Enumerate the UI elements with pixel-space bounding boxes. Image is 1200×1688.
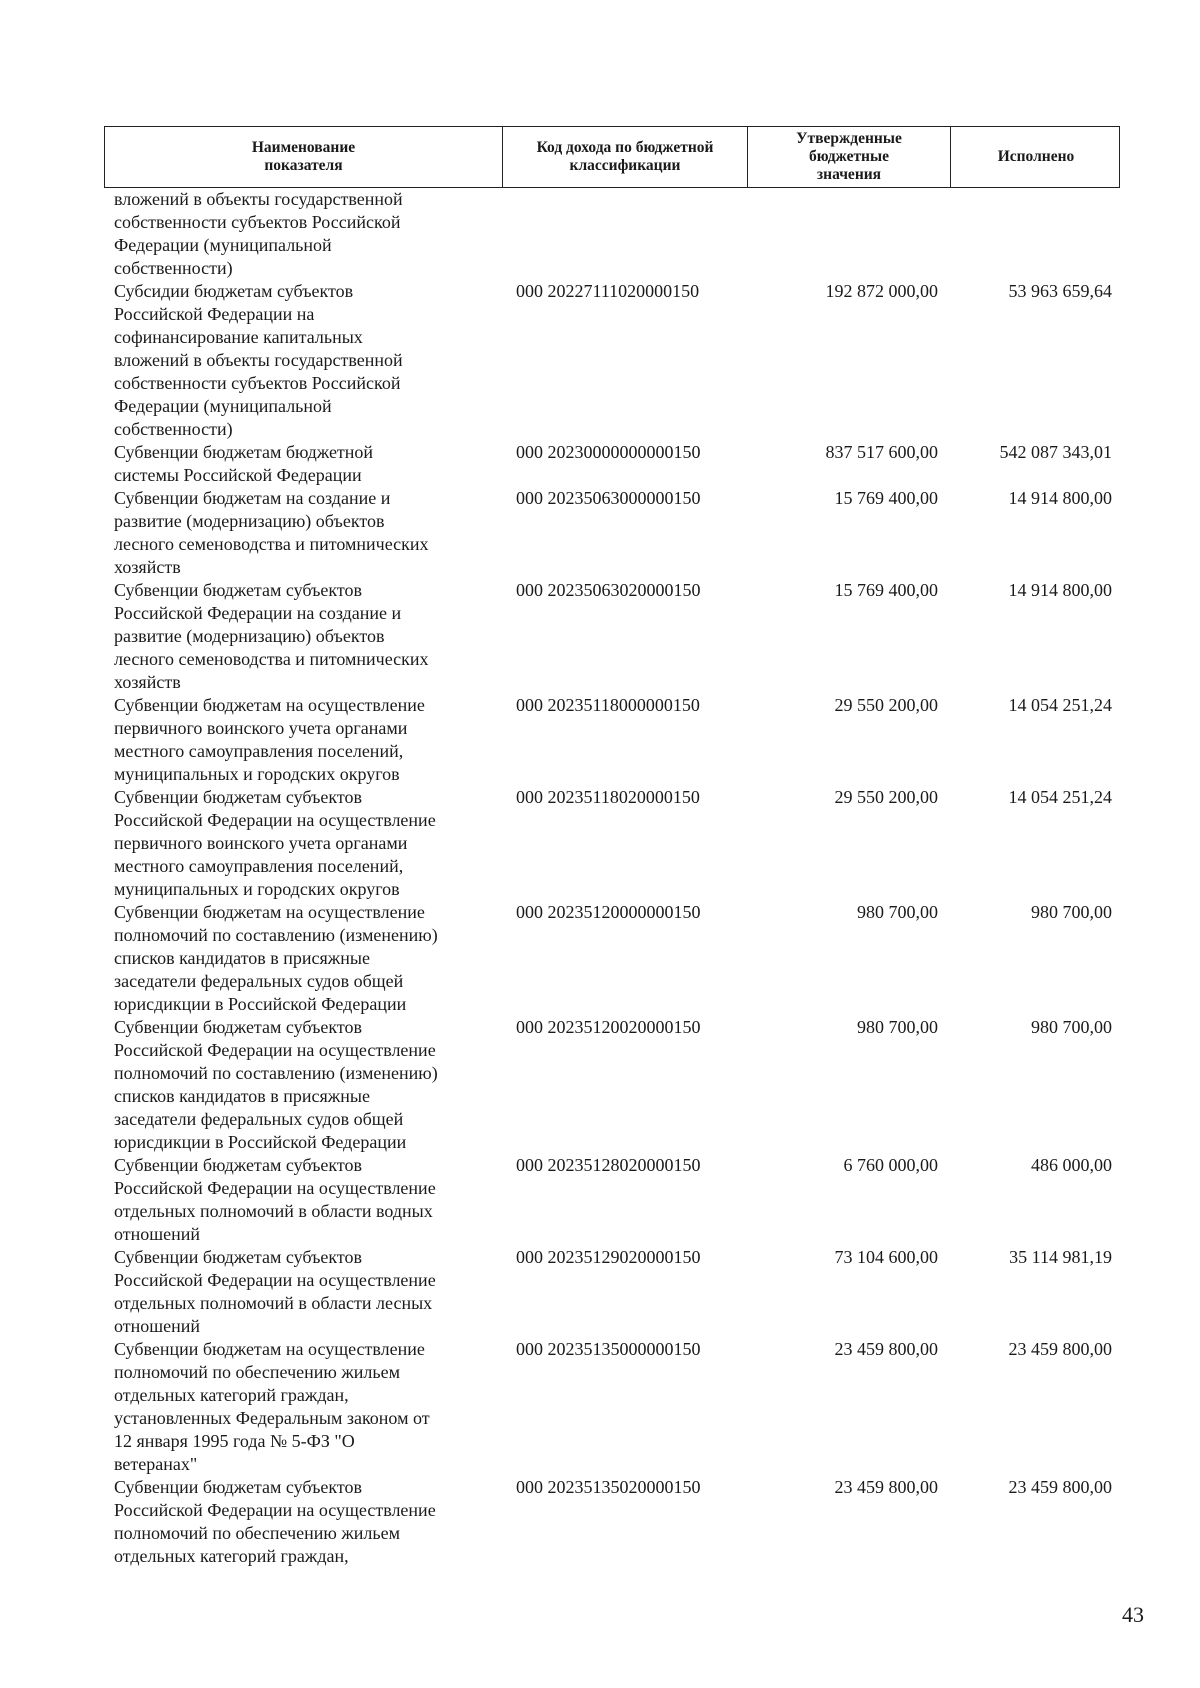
row-code: 000 20227111020000150 (516, 281, 700, 301)
row-name: Субвенции бюджетам субъектов Российской Федерации на осуществление полномочий по обеспечению жильем отдельных категорий граждан, (114, 1477, 436, 1566)
row-approved: 837 517 600,00 (825, 442, 938, 462)
table-row (104, 786, 1120, 901)
row-code: 000 20235128020000150 (516, 1155, 701, 1175)
row-name: Субвенции бюджетам субъектов Российской Федерации на осуществление полномочий по составлению (изменению) списков кандидатов в присяжные заседатели федеральных судов общей юрисдикции в Российской Федерации (114, 1017, 438, 1152)
row-code: 000 20235135020000150 (516, 1477, 701, 1497)
table-row (104, 441, 1120, 487)
row-name: Субвенции бюджетам субъектов Российской Федерации на осуществление первичного воинского учета органами местного самоуправления поселений, муниципальных и городских округов (114, 787, 436, 899)
row-approved: 23 459 800,00 (834, 1339, 938, 1359)
row-approved: 980 700,00 (857, 902, 938, 922)
row-done: 23 459 800,00 (1008, 1477, 1112, 1497)
row-name: Субвенции бюджетам на осуществление первичного воинского учета органами местного самоуправления поселений, муниципальных и городских округов (114, 695, 425, 784)
row-name: Субвенции бюджетам субъектов Российской Федерации на создание и развитие (модернизацию) объектов лесного семеноводства и питомнических хозяйств (114, 580, 429, 692)
table-row (104, 1338, 1120, 1476)
row-name: Субвенции бюджетам субъектов Российской Федерации на осуществление отдельных полномочий в области водных отношений (114, 1155, 436, 1244)
row-approved: 23 459 800,00 (834, 1477, 938, 1497)
row-approved: 15 769 400,00 (834, 580, 938, 600)
table-row (104, 694, 1120, 786)
row-done: 980 700,00 (1031, 1017, 1112, 1037)
row-code: 000 20235135000000150 (516, 1339, 701, 1359)
table-body (104, 188, 1120, 1568)
row-approved: 73 104 600,00 (834, 1247, 938, 1267)
table-row (104, 280, 1120, 441)
row-code: 000 20235120020000150 (516, 1017, 701, 1037)
row-code: 000 20235120000000150 (516, 902, 701, 922)
row-code: 000 20235063020000150 (516, 580, 701, 600)
row-name: Субсидии бюджетам субъектов Российской Федерации на софинансирование капитальных вложений в объекты государственной собственности субъектов Российской Федерации (муниципальной собственности) (114, 281, 403, 439)
row-done: 14 914 800,00 (1008, 580, 1112, 600)
row-done: 486 000,00 (1031, 1155, 1112, 1175)
page-number: 43 (1122, 1602, 1144, 1627)
row-code: 000 20235118020000150 (516, 787, 700, 807)
row-name: Субвенции бюджетам на осуществление полномочий по обеспечению жильем отдельных категорий граждан, установленных Федеральным законом от 12 января 1995 года № 5-ФЗ "О ветеранах" (114, 1339, 430, 1474)
row-done: 542 087 343,01 (999, 442, 1112, 462)
table-row (104, 1476, 1120, 1568)
row-done: 14 054 251,24 (1008, 787, 1112, 807)
row-approved: 29 550 200,00 (834, 695, 938, 715)
header-done: Исполнено (997, 148, 1075, 165)
table-row (104, 487, 1120, 579)
table-row (104, 1154, 1120, 1246)
row-code: 000 20235129020000150 (516, 1247, 701, 1267)
row-done: 53 963 659,64 (1008, 281, 1112, 301)
table-row (104, 1016, 1120, 1154)
row-name: Субвенции бюджетам бюджетной системы Российской Федерации (114, 442, 374, 485)
row-name: Субвенции бюджетам субъектов Российской Федерации на осуществление отдельных полномочий в области лесных отношений (114, 1247, 436, 1336)
row-done: 14 914 800,00 (1008, 488, 1112, 508)
budget-table (104, 126, 1120, 1568)
table-header (104, 126, 1120, 188)
row-name: вложений в объекты государственной собственности субъектов Российской Федерации (муниципальной собственности) (114, 189, 403, 278)
row-approved: 192 872 000,00 (825, 281, 938, 301)
row-done: 980 700,00 (1031, 902, 1112, 922)
table-row (104, 901, 1120, 1016)
row-approved: 15 769 400,00 (834, 488, 938, 508)
row-approved: 980 700,00 (857, 1017, 938, 1037)
header-approved: Утвержденные бюджетные значения (748, 127, 951, 187)
row-code: 000 20235063000000150 (516, 488, 701, 508)
row-approved: 29 550 200,00 (834, 787, 938, 807)
row-done: 23 459 800,00 (1008, 1339, 1112, 1359)
header-name: Наименование показателя (105, 127, 503, 187)
row-done: 14 054 251,24 (1008, 695, 1112, 715)
row-name: Субвенции бюджетам на создание и развитие (модернизацию) объектов лесного семеноводства и питомнических хозяйств (114, 488, 429, 577)
header-code: Код дохода по бюджетной классификации (503, 127, 748, 187)
row-approved (747, 188, 950, 280)
table-row (104, 1246, 1120, 1338)
row-code (502, 188, 747, 280)
row-done: 35 114 981,19 (1009, 1247, 1112, 1267)
row-approved: 6 760 000,00 (843, 1155, 938, 1175)
row-code: 000 20230000000000150 (516, 442, 701, 462)
row-done (950, 188, 1120, 280)
row-code: 000 20235118000000150 (516, 695, 700, 715)
table-row (104, 579, 1120, 694)
row-name: Субвенции бюджетам на осуществление полномочий по составлению (изменению) списков кандидатов в присяжные заседатели федеральных судов общей юрисдикции в Российской Федерации (114, 902, 438, 1014)
table-row (104, 188, 1120, 280)
